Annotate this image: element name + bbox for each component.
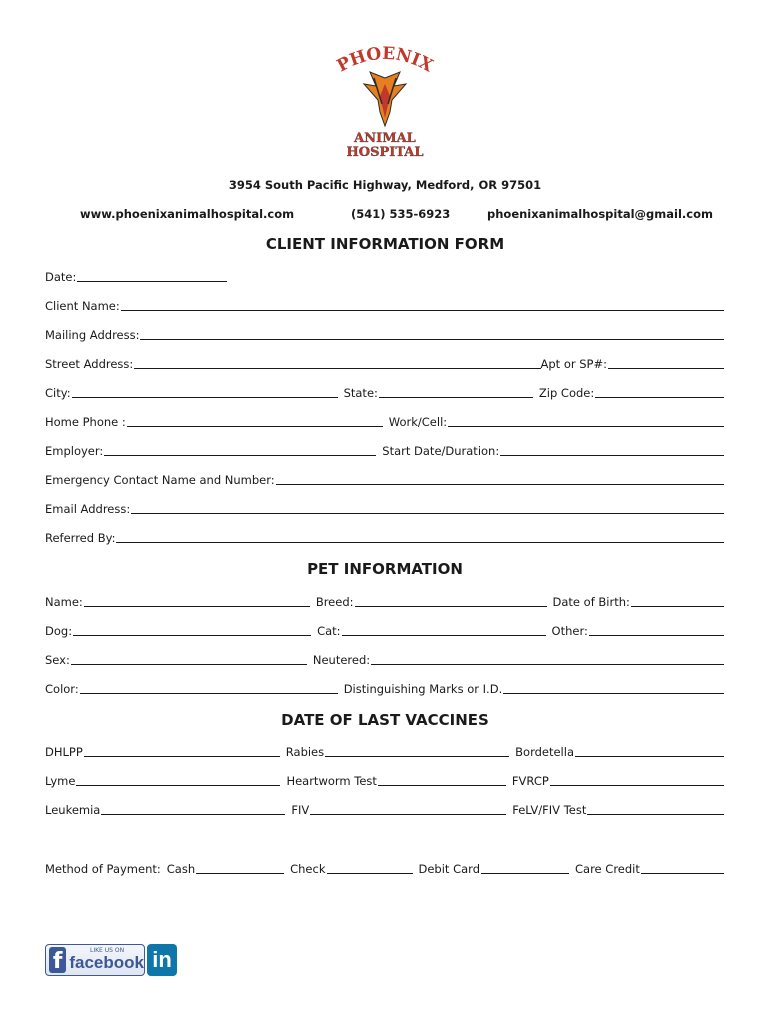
work-cell-field[interactable] xyxy=(448,414,724,427)
zip-label: Zip Code: xyxy=(538,386,595,400)
heartworm-field[interactable] xyxy=(378,773,506,786)
dob-field[interactable] xyxy=(631,594,724,607)
home-phone-label: Home Phone : xyxy=(45,415,126,429)
check-field[interactable] xyxy=(327,861,413,874)
email-link[interactable]: phoenixanimalhospital@gmail.com xyxy=(487,207,713,221)
cash-field[interactable] xyxy=(196,861,284,874)
date-field[interactable] xyxy=(77,269,227,282)
svg-text:HOSPITAL: HOSPITAL xyxy=(346,145,424,160)
city-field[interactable] xyxy=(72,385,338,398)
state-field[interactable] xyxy=(379,385,533,398)
home-phone-field[interactable] xyxy=(127,414,383,427)
city-label: City: xyxy=(45,386,71,400)
breed-field[interactable] xyxy=(355,594,547,607)
color-row xyxy=(45,680,724,696)
city-state-zip-row xyxy=(45,384,724,400)
neutered-label: Neutered: xyxy=(312,653,371,667)
debit-label: Debit Card xyxy=(418,862,480,876)
phoenix-logo xyxy=(330,44,440,162)
social-links xyxy=(45,943,177,977)
rabies-label: Rabies xyxy=(285,745,325,759)
debit-field[interactable] xyxy=(481,861,569,874)
neutered-field[interactable] xyxy=(371,652,724,665)
email-address-row xyxy=(45,500,724,516)
vaccine-row-2 xyxy=(45,772,724,788)
pet-name-row xyxy=(45,593,724,609)
payment-label: Method of Payment: xyxy=(45,862,161,876)
fiv-field[interactable] xyxy=(310,802,506,815)
phone-number: (541) 535-6923 xyxy=(351,207,451,221)
color-field[interactable] xyxy=(80,681,338,694)
dhlpp-label: DHLPP xyxy=(45,745,83,759)
svg-text:PHOENIX: PHOENIX xyxy=(333,44,437,77)
fiv-label: FIV xyxy=(291,803,310,817)
sex-field[interactable] xyxy=(71,652,307,665)
employer-row xyxy=(45,442,724,458)
sex-row xyxy=(45,651,724,667)
vaccine-row-3 xyxy=(45,801,724,817)
dob-label: Date of Birth: xyxy=(552,595,630,609)
dog-label: Dog: xyxy=(45,624,73,638)
bordetella-field[interactable] xyxy=(575,744,724,757)
email-address-field[interactable] xyxy=(131,501,724,514)
email-address-label: Email Address: xyxy=(45,502,131,516)
referred-by-label: Referred By: xyxy=(45,531,116,545)
leukemia-field[interactable] xyxy=(101,802,285,815)
pet-info-heading: PET INFORMATION xyxy=(307,560,463,578)
employer-field[interactable] xyxy=(104,443,376,456)
breed-label: Breed: xyxy=(315,595,354,609)
other-field[interactable] xyxy=(589,623,724,636)
mailing-address-field[interactable] xyxy=(140,327,724,340)
vaccine-row-1 xyxy=(45,743,724,759)
referred-by-field[interactable] xyxy=(116,530,724,543)
cash-label: Cash xyxy=(166,862,196,876)
phone-row xyxy=(45,413,724,429)
color-label: Color: xyxy=(45,682,79,696)
clinic-address: 3954 South Pacific Highway, Medford, OR 97501 xyxy=(228,178,542,192)
marks-label: Distinguishing Marks or I.D. xyxy=(343,682,503,696)
client-name-label: Client Name: xyxy=(45,299,120,313)
cat-field[interactable] xyxy=(342,623,546,636)
street-address-field[interactable] xyxy=(134,356,540,369)
other-label: Other: xyxy=(551,624,588,638)
website-link[interactable]: www.phoenixanimalhospital.com xyxy=(80,207,295,221)
dog-field[interactable] xyxy=(73,623,311,636)
emergency-contact-label: Emergency Contact Name and Number: xyxy=(45,473,275,487)
vaccines-heading: DATE OF LAST VACCINES xyxy=(281,711,489,729)
linkedin-icon[interactable]: in xyxy=(147,944,177,976)
date-label: Date: xyxy=(45,270,77,284)
care-credit-label: Care Credit xyxy=(575,862,640,876)
work-cell-label: Work/Cell: xyxy=(388,415,448,429)
fvrcp-field[interactable] xyxy=(550,773,724,786)
rabies-field[interactable] xyxy=(325,744,509,757)
zip-field[interactable] xyxy=(595,385,724,398)
species-row xyxy=(45,622,724,638)
street-address-row xyxy=(45,355,724,371)
heartworm-label: Heartworm Test xyxy=(286,774,377,788)
start-date-label: Start Date/Duration: xyxy=(382,444,500,458)
client-name-row xyxy=(45,297,724,313)
mailing-address-row xyxy=(45,326,724,342)
payment-row xyxy=(45,860,724,876)
sex-label: Sex: xyxy=(45,653,70,667)
fb-like-text: LIKE US ON xyxy=(90,947,125,954)
client-info-heading: CLIENT INFORMATION FORM xyxy=(265,235,505,253)
felv-field[interactable] xyxy=(587,802,724,815)
bordetella-label: Bordetella xyxy=(515,745,574,759)
date-row xyxy=(45,268,724,284)
care-credit-field[interactable] xyxy=(641,861,724,874)
client-name-field[interactable] xyxy=(121,298,724,311)
pet-name-field[interactable] xyxy=(84,594,310,607)
felv-label: FeLV/FIV Test xyxy=(512,803,587,817)
employer-label: Employer: xyxy=(45,444,104,458)
lyme-field[interactable] xyxy=(76,773,280,786)
svg-text:ANIMAL: ANIMAL xyxy=(354,131,416,146)
mailing-address-label: Mailing Address: xyxy=(45,328,140,342)
marks-field[interactable] xyxy=(503,681,724,694)
fvrcp-label: FVRCP xyxy=(511,774,549,788)
dhlpp-field[interactable] xyxy=(84,744,280,757)
apt-label: Apt or SP#: xyxy=(540,357,607,371)
check-label: Check xyxy=(290,862,326,876)
apt-field[interactable] xyxy=(608,356,724,369)
facebook-icon: f xyxy=(49,947,66,973)
state-label: State: xyxy=(343,386,378,400)
lyme-label: Lyme xyxy=(45,774,76,788)
emergency-contact-field[interactable] xyxy=(276,472,724,485)
start-date-field[interactable] xyxy=(500,443,724,456)
cat-label: Cat: xyxy=(317,624,341,638)
facebook-button[interactable] xyxy=(45,944,145,976)
leukemia-label: Leukemia xyxy=(45,803,101,817)
emergency-contact-row xyxy=(45,471,724,487)
street-address-label: Street Address: xyxy=(45,357,134,371)
referred-by-row xyxy=(45,529,724,545)
facebook-wordmark: facebook xyxy=(69,953,144,972)
pet-name-label: Name: xyxy=(45,595,83,609)
